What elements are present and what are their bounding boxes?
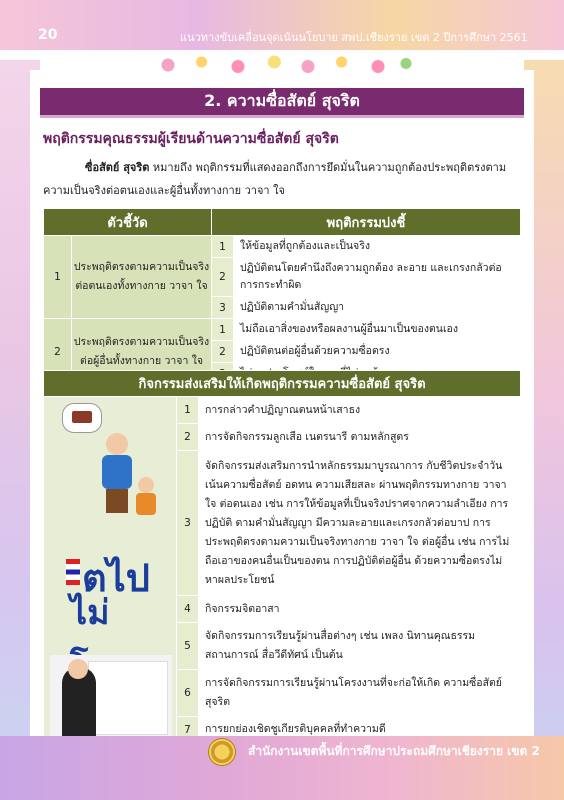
activity-number: 6 [177,670,199,717]
section-title [40,88,524,118]
kid-legs [106,489,128,513]
behavior-text: ไม่ถือเอาสิ่งของหรือผลงานผู้อื่นมาเป็นของตนเอง [234,319,521,341]
activity-number: 3 [177,451,199,596]
kid-illustration [106,433,128,455]
behavior-number: 2 [212,341,234,363]
intro-term: ซื่อสัตย์ สุจริต [85,161,150,174]
behavior-text: ปฏิบัติตนโดยคำนึงถึงความถูกต้อง ละอาย และเกรงกลัวต่อการกระทำผิด [234,258,521,297]
activity-text: การจัดกิจกรรมการเรียนรู้ผ่านโครงงานที่จะก่อให้เกิด ความซื่อสัตย์ สุจริต [199,670,521,717]
illustration-cell [44,397,177,744]
wallet-icon [72,411,92,423]
activity-text: การยกย่องเชิดชูเกียรติบุคคลที่ทำความดี [199,716,521,743]
activity-table-header [44,371,521,397]
activity-number: 4 [177,596,199,623]
activity-text: จัดกิจกรรมการเรียนรู้ผ่านสื่อต่างๆ เช่น เพลง นิทานคุณธรรม สถานการณ์ สื่อวีดีทัศน์ เป็นต้น [199,623,521,670]
activity-number: 7 [177,716,199,743]
indicator-number: 1 [44,236,72,319]
footer-org-name: สำนักงานเขตพื้นที่การศึกษาประถมศึกษาเชียงราย เขต 2 [248,744,540,758]
subheading: พฤติกรรมคุณธรรมผู้เรียนด้านความซื่อสัตย์ สุจริต [43,131,339,147]
behavior-text: ให้ข้อมูลที่ถูกต้องและเป็นจริง [234,236,521,258]
activity-title: กิจกรรมส่งเสริมให้เกิดพฤติกรรมความซื่อสัตย์ สุจริต [44,371,521,397]
small-kid-body [136,493,156,515]
award-photo [50,655,172,743]
logo-text-2: ไม่ [70,593,110,633]
behavior-text: ปฏิบัติตามคำมั่นสัญญา [234,297,521,319]
indicator-table-header [44,209,521,236]
behavior-text: ปฏิบัติตนต่อผู้อื่นด้วยความซื่อตรง [234,341,521,363]
behavior-number: 2 [212,258,234,297]
flower-decoration [140,50,420,80]
intro-paragraph [43,156,523,202]
activity-text: การจัดกิจกรรมลูกเสือ เนตรนารี ตามหลักสูตร [199,424,521,451]
activity-text: จัดกิจกรรมส่งเสริมการนำหลักธรรมมาบูรณาการ กับชีวิตประจำวัน เน้นความซื่อสัตย์ อดทน ความเสียสละ ผ่านพฤติกรรมทางกาย วาจา ใจ ต่อตนเอง เช่น การให้ข้อมูลที่เป็นจริงปราศจากความลำเอียง การปฏิบัติ ตามคำมั่นสัญญา มีความละอายและเกรงกลัวต่อบาป การประพฤติตรงตามความเป็นจริงทางกาย วาจา ใจ ต่อผู้อื่น เช่น การไม่ถือเอาของคนอื่นเป็นของตน การปฏิบัติต่อผู้อื่น ด้วยความซื่อตรงไม่หาผลประโยชน์ [199,451,521,596]
table-row [44,236,521,258]
activity-number: 2 [177,424,199,451]
page-number: 20 [38,27,58,43]
small-kid-illustration [138,477,154,493]
behavior-number: 1 [212,236,234,258]
behavior-number: 1 [212,319,234,341]
intro-text: หมายถึง พฤติกรรมที่แสดงออกถึงการยึดมั่นในความถูกต้องประพฤติตรงตามความเป็นจริงต่อตนเองและผู้อื่นทั้งทางกาย วาจา ใจ [43,161,507,197]
indicator-text: ประพฤติตรงตามความเป็นจริงต่อผู้อื่นทั้งทางกาย วาจา ใจ [72,319,212,385]
col-behavior: พฤติกรรมบ่งชี้ [212,209,521,236]
poster-board [88,661,168,735]
illustration [44,397,176,743]
indicator-number: 2 [44,319,72,385]
logo-text-1: ตไป [82,555,150,600]
activity-text: การกล่าวคำปฏิญาณตนหน้าเสาธง [199,397,521,424]
section-title-text: 2. ความซื่อสัตย์ สุจริต [204,91,360,110]
office-seal-icon [208,738,236,766]
thai-flag-icon [66,559,80,585]
activity-text: กิจกรรมจิตอาสา [199,596,521,623]
activity-number: 1 [177,397,199,424]
col-indicator: ตัวชี้วัด [44,209,212,236]
person-face [68,659,88,679]
table-row [44,397,521,424]
activity-table [43,370,521,744]
behavior-number: 3 [212,297,234,319]
activity-number: 5 [177,623,199,670]
kid-body [102,455,132,489]
table-row [44,319,521,341]
running-title: แนวทางขับเคลื่อนจุดเน้นนโยบาย สพป.เชียงราย เขต 2 ปีการศึกษา 2561 [180,31,528,44]
indicator-text: ประพฤติตรงตามความเป็นจริงต่อตนเองทั้งทางกาย วาจา ใจ [72,236,212,319]
honesty-logo [64,547,160,633]
indicator-table [43,208,521,385]
